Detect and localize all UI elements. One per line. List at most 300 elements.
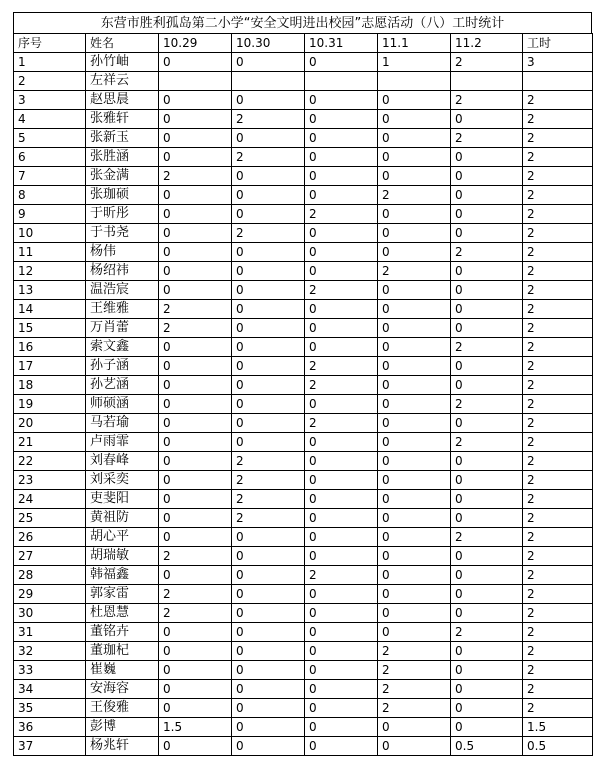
day-cell[interactable]: 0: [305, 129, 378, 148]
day-cell[interactable]: 0: [159, 205, 232, 224]
header-cell-date[interactable]: 10.30: [232, 34, 305, 53]
hours-cell[interactable]: 2: [523, 205, 593, 224]
day-cell[interactable]: 0: [378, 148, 451, 167]
day-cell[interactable]: 2: [232, 509, 305, 528]
day-cell[interactable]: 0: [305, 91, 378, 110]
day-cell[interactable]: 0: [159, 395, 232, 414]
name-cell[interactable]: 安海容: [86, 680, 159, 699]
day-cell[interactable]: 0: [305, 471, 378, 490]
day-cell[interactable]: 0: [305, 490, 378, 509]
day-cell[interactable]: 0: [305, 585, 378, 604]
day-cell[interactable]: 0: [305, 167, 378, 186]
hours-cell[interactable]: 2: [523, 300, 593, 319]
hours-cell[interactable]: [523, 72, 593, 91]
day-cell[interactable]: 0: [378, 243, 451, 262]
day-cell[interactable]: 2: [305, 205, 378, 224]
day-cell[interactable]: [378, 72, 451, 91]
hours-cell[interactable]: 2: [523, 319, 593, 338]
day-cell[interactable]: 2: [159, 300, 232, 319]
day-cell[interactable]: 0: [232, 623, 305, 642]
day-cell[interactable]: 0: [451, 300, 523, 319]
day-cell[interactable]: 0: [451, 718, 523, 737]
hours-cell[interactable]: 2: [523, 148, 593, 167]
day-cell[interactable]: 0: [451, 376, 523, 395]
hours-cell[interactable]: 2: [523, 623, 593, 642]
day-cell[interactable]: 0: [232, 642, 305, 661]
day-cell[interactable]: 0: [232, 737, 305, 756]
name-cell[interactable]: 吏斐阳: [86, 490, 159, 509]
day-cell[interactable]: 0: [378, 528, 451, 547]
index-cell[interactable]: 1: [14, 53, 86, 72]
index-cell[interactable]: 5: [14, 129, 86, 148]
day-cell[interactable]: 0: [232, 566, 305, 585]
name-cell[interactable]: 孙艺涵: [86, 376, 159, 395]
name-cell[interactable]: 杨绍祎: [86, 262, 159, 281]
day-cell[interactable]: 0: [305, 224, 378, 243]
name-cell[interactable]: 温浩宸: [86, 281, 159, 300]
day-cell[interactable]: 0: [378, 547, 451, 566]
day-cell[interactable]: 0: [451, 566, 523, 585]
day-cell[interactable]: 2: [378, 642, 451, 661]
index-cell[interactable]: 26: [14, 528, 86, 547]
name-cell[interactable]: 张金满: [86, 167, 159, 186]
header-cell-date[interactable]: 11.1: [378, 34, 451, 53]
day-cell[interactable]: 0: [451, 699, 523, 718]
day-cell[interactable]: 0: [232, 661, 305, 680]
day-cell[interactable]: 0: [232, 262, 305, 281]
hours-cell[interactable]: 2: [523, 433, 593, 452]
day-cell[interactable]: 0: [378, 433, 451, 452]
day-cell[interactable]: 0: [451, 471, 523, 490]
day-cell[interactable]: 0: [159, 148, 232, 167]
day-cell[interactable]: 0: [378, 91, 451, 110]
name-cell[interactable]: 郭家雷: [86, 585, 159, 604]
day-cell[interactable]: 0.5: [451, 737, 523, 756]
day-cell[interactable]: 0: [159, 243, 232, 262]
day-cell[interactable]: 0: [232, 547, 305, 566]
name-cell[interactable]: 杜恩慧: [86, 604, 159, 623]
day-cell[interactable]: 0: [305, 661, 378, 680]
index-cell[interactable]: 31: [14, 623, 86, 642]
index-cell[interactable]: 34: [14, 680, 86, 699]
index-cell[interactable]: 25: [14, 509, 86, 528]
header-cell-name[interactable]: 姓名: [86, 34, 159, 53]
name-cell[interactable]: 孙子涵: [86, 357, 159, 376]
hours-cell[interactable]: 2: [523, 528, 593, 547]
name-cell[interactable]: 张胜涵: [86, 148, 159, 167]
day-cell[interactable]: 0: [159, 509, 232, 528]
day-cell[interactable]: 0: [378, 338, 451, 357]
day-cell[interactable]: 0: [159, 623, 232, 642]
day-cell[interactable]: 0: [159, 110, 232, 129]
hours-cell[interactable]: 2: [523, 338, 593, 357]
day-cell[interactable]: 0: [451, 414, 523, 433]
index-cell[interactable]: 2: [14, 72, 86, 91]
day-cell[interactable]: [159, 72, 232, 91]
index-cell[interactable]: 11: [14, 243, 86, 262]
index-cell[interactable]: 8: [14, 186, 86, 205]
day-cell[interactable]: 2: [305, 414, 378, 433]
day-cell[interactable]: 2: [451, 53, 523, 72]
day-cell[interactable]: 0: [305, 509, 378, 528]
hours-cell[interactable]: 2: [523, 604, 593, 623]
day-cell[interactable]: 0: [232, 376, 305, 395]
day-cell[interactable]: 0: [232, 699, 305, 718]
day-cell[interactable]: 0: [378, 737, 451, 756]
index-cell[interactable]: 30: [14, 604, 86, 623]
index-cell[interactable]: 6: [14, 148, 86, 167]
name-cell[interactable]: 杨伟: [86, 243, 159, 262]
day-cell[interactable]: 0: [159, 129, 232, 148]
day-cell[interactable]: 0: [159, 91, 232, 110]
index-cell[interactable]: 20: [14, 414, 86, 433]
day-cell[interactable]: 0: [232, 281, 305, 300]
day-cell[interactable]: 0: [451, 281, 523, 300]
day-cell[interactable]: 2: [232, 490, 305, 509]
day-cell[interactable]: 0: [451, 547, 523, 566]
index-cell[interactable]: 17: [14, 357, 86, 376]
day-cell[interactable]: 0: [232, 718, 305, 737]
day-cell[interactable]: 0: [451, 642, 523, 661]
name-cell[interactable]: 王维雅: [86, 300, 159, 319]
hours-cell[interactable]: 2: [523, 585, 593, 604]
day-cell[interactable]: 2: [451, 129, 523, 148]
day-cell[interactable]: 0: [159, 699, 232, 718]
day-cell[interactable]: 0: [378, 490, 451, 509]
name-cell[interactable]: 黄祖防: [86, 509, 159, 528]
index-cell[interactable]: 21: [14, 433, 86, 452]
name-cell[interactable]: 万肖蕾: [86, 319, 159, 338]
day-cell[interactable]: 0: [232, 357, 305, 376]
hours-cell[interactable]: 2: [523, 490, 593, 509]
day-cell[interactable]: 0: [378, 452, 451, 471]
index-cell[interactable]: 4: [14, 110, 86, 129]
day-cell[interactable]: 0: [451, 452, 523, 471]
day-cell[interactable]: 0: [378, 205, 451, 224]
index-cell[interactable]: 37: [14, 737, 86, 756]
index-cell[interactable]: 16: [14, 338, 86, 357]
day-cell[interactable]: 0: [305, 604, 378, 623]
day-cell[interactable]: 0: [305, 300, 378, 319]
day-cell[interactable]: 0: [378, 319, 451, 338]
day-cell[interactable]: 0: [378, 376, 451, 395]
day-cell[interactable]: 0: [451, 509, 523, 528]
name-cell[interactable]: 董珈杞: [86, 642, 159, 661]
day-cell[interactable]: 0: [451, 490, 523, 509]
hours-cell[interactable]: 2: [523, 262, 593, 281]
day-cell[interactable]: 2: [451, 91, 523, 110]
hours-cell[interactable]: 0.5: [523, 737, 593, 756]
day-cell[interactable]: 0: [159, 414, 232, 433]
day-cell[interactable]: 0: [378, 718, 451, 737]
day-cell[interactable]: 0: [378, 224, 451, 243]
day-cell[interactable]: 0: [451, 262, 523, 281]
day-cell[interactable]: 0: [305, 547, 378, 566]
index-cell[interactable]: 35: [14, 699, 86, 718]
hours-cell[interactable]: 2: [523, 395, 593, 414]
day-cell[interactable]: 2: [305, 281, 378, 300]
day-cell[interactable]: 0: [451, 661, 523, 680]
index-cell[interactable]: 27: [14, 547, 86, 566]
day-cell[interactable]: 0: [159, 262, 232, 281]
day-cell[interactable]: 0: [378, 414, 451, 433]
day-cell[interactable]: 0: [305, 699, 378, 718]
day-cell[interactable]: 0: [305, 53, 378, 72]
hours-cell[interactable]: 2: [523, 471, 593, 490]
day-cell[interactable]: 0: [378, 509, 451, 528]
name-cell[interactable]: 张新玉: [86, 129, 159, 148]
hours-cell[interactable]: 2: [523, 699, 593, 718]
day-cell[interactable]: 0: [451, 357, 523, 376]
day-cell[interactable]: 0: [378, 300, 451, 319]
name-cell[interactable]: 张珈硕: [86, 186, 159, 205]
day-cell[interactable]: 2: [451, 395, 523, 414]
name-cell[interactable]: 董铭卉: [86, 623, 159, 642]
day-cell[interactable]: 2: [378, 186, 451, 205]
day-cell[interactable]: 0: [305, 623, 378, 642]
day-cell[interactable]: 0: [451, 585, 523, 604]
index-cell[interactable]: 14: [14, 300, 86, 319]
day-cell[interactable]: 2: [305, 566, 378, 585]
day-cell[interactable]: 2: [232, 471, 305, 490]
day-cell[interactable]: 0: [232, 300, 305, 319]
day-cell[interactable]: 0: [159, 528, 232, 547]
day-cell[interactable]: 0: [159, 661, 232, 680]
day-cell[interactable]: 0: [451, 167, 523, 186]
hours-cell[interactable]: 2: [523, 224, 593, 243]
day-cell[interactable]: [305, 72, 378, 91]
header-cell-date[interactable]: 10.31: [305, 34, 378, 53]
day-cell[interactable]: 0: [159, 680, 232, 699]
name-cell[interactable]: 卢雨霏: [86, 433, 159, 452]
day-cell[interactable]: 2: [451, 623, 523, 642]
day-cell[interactable]: 0: [159, 490, 232, 509]
day-cell[interactable]: 2: [232, 224, 305, 243]
day-cell[interactable]: 0: [378, 129, 451, 148]
day-cell[interactable]: 0: [378, 281, 451, 300]
hours-cell[interactable]: 2: [523, 509, 593, 528]
hours-cell[interactable]: 2: [523, 129, 593, 148]
hours-cell[interactable]: 2: [523, 547, 593, 566]
index-cell[interactable]: 13: [14, 281, 86, 300]
day-cell[interactable]: 0: [159, 186, 232, 205]
index-cell[interactable]: 9: [14, 205, 86, 224]
day-cell[interactable]: 2: [232, 452, 305, 471]
name-cell[interactable]: 于昕彤: [86, 205, 159, 224]
header-cell-hours[interactable]: 工时: [523, 34, 593, 53]
name-cell[interactable]: 孙竹岫: [86, 53, 159, 72]
index-cell[interactable]: 10: [14, 224, 86, 243]
day-cell[interactable]: 0: [378, 395, 451, 414]
day-cell[interactable]: 0: [232, 53, 305, 72]
day-cell[interactable]: 0: [305, 262, 378, 281]
day-cell[interactable]: 0: [305, 319, 378, 338]
day-cell[interactable]: 0: [159, 566, 232, 585]
header-cell-date[interactable]: 10.29: [159, 34, 232, 53]
day-cell[interactable]: 2: [232, 148, 305, 167]
day-cell[interactable]: 0: [159, 471, 232, 490]
day-cell[interactable]: 0: [232, 680, 305, 699]
day-cell[interactable]: 0: [159, 452, 232, 471]
day-cell[interactable]: 0: [232, 528, 305, 547]
name-cell[interactable]: 胡心平: [86, 528, 159, 547]
day-cell[interactable]: 2: [378, 262, 451, 281]
day-cell[interactable]: 0: [159, 376, 232, 395]
day-cell[interactable]: 0: [232, 395, 305, 414]
day-cell[interactable]: 0: [305, 110, 378, 129]
header-cell-date[interactable]: 11.2: [451, 34, 523, 53]
index-cell[interactable]: 33: [14, 661, 86, 680]
name-cell[interactable]: 韩福鑫: [86, 566, 159, 585]
index-cell[interactable]: 12: [14, 262, 86, 281]
header-cell-index[interactable]: 序号: [14, 34, 86, 53]
hours-cell[interactable]: 2: [523, 186, 593, 205]
day-cell[interactable]: 2: [159, 585, 232, 604]
index-cell[interactable]: 18: [14, 376, 86, 395]
day-cell[interactable]: 2: [232, 110, 305, 129]
day-cell[interactable]: 0: [451, 110, 523, 129]
day-cell[interactable]: 2: [378, 699, 451, 718]
name-cell[interactable]: 彭博: [86, 718, 159, 737]
hours-cell[interactable]: 2: [523, 110, 593, 129]
index-cell[interactable]: 3: [14, 91, 86, 110]
day-cell[interactable]: 0: [305, 186, 378, 205]
day-cell[interactable]: 0: [305, 737, 378, 756]
day-cell[interactable]: 0: [232, 604, 305, 623]
day-cell[interactable]: 0: [159, 737, 232, 756]
hours-cell[interactable]: 3: [523, 53, 593, 72]
day-cell[interactable]: 0: [159, 357, 232, 376]
hours-cell[interactable]: 2: [523, 661, 593, 680]
index-cell[interactable]: 36: [14, 718, 86, 737]
hours-cell[interactable]: 2: [523, 680, 593, 699]
day-cell[interactable]: 2: [451, 528, 523, 547]
day-cell[interactable]: 0: [451, 205, 523, 224]
day-cell[interactable]: 0: [451, 148, 523, 167]
day-cell[interactable]: 0: [305, 243, 378, 262]
day-cell[interactable]: 0: [232, 243, 305, 262]
day-cell[interactable]: 2: [451, 243, 523, 262]
day-cell[interactable]: 0: [378, 623, 451, 642]
hours-cell[interactable]: 2: [523, 414, 593, 433]
name-cell[interactable]: 胡瑞敏: [86, 547, 159, 566]
day-cell[interactable]: 0: [232, 167, 305, 186]
hours-cell[interactable]: 2: [523, 357, 593, 376]
day-cell[interactable]: 0: [232, 414, 305, 433]
day-cell[interactable]: 0: [159, 281, 232, 300]
day-cell[interactable]: 2: [159, 547, 232, 566]
day-cell[interactable]: 1.5: [159, 718, 232, 737]
day-cell[interactable]: 0: [232, 319, 305, 338]
day-cell[interactable]: 0: [305, 433, 378, 452]
index-cell[interactable]: 15: [14, 319, 86, 338]
day-cell[interactable]: 0: [305, 680, 378, 699]
day-cell[interactable]: 0: [378, 167, 451, 186]
day-cell[interactable]: 0: [159, 224, 232, 243]
hours-cell[interactable]: 1.5: [523, 718, 593, 737]
day-cell[interactable]: 2: [159, 319, 232, 338]
hours-cell[interactable]: 2: [523, 566, 593, 585]
day-cell[interactable]: 0: [378, 604, 451, 623]
day-cell[interactable]: 0: [305, 338, 378, 357]
day-cell[interactable]: 0: [378, 471, 451, 490]
name-cell[interactable]: 刘采奕: [86, 471, 159, 490]
index-cell[interactable]: 29: [14, 585, 86, 604]
day-cell[interactable]: 2: [305, 357, 378, 376]
name-cell[interactable]: 师硕涵: [86, 395, 159, 414]
day-cell[interactable]: 2: [378, 680, 451, 699]
day-cell[interactable]: 2: [378, 661, 451, 680]
hours-cell[interactable]: 2: [523, 281, 593, 300]
index-cell[interactable]: 19: [14, 395, 86, 414]
day-cell[interactable]: 0: [378, 357, 451, 376]
day-cell[interactable]: [451, 72, 523, 91]
index-cell[interactable]: 22: [14, 452, 86, 471]
day-cell[interactable]: 2: [159, 167, 232, 186]
day-cell[interactable]: 0: [451, 224, 523, 243]
day-cell[interactable]: 0: [305, 148, 378, 167]
day-cell[interactable]: 0: [451, 604, 523, 623]
day-cell[interactable]: 2: [451, 433, 523, 452]
day-cell[interactable]: [232, 72, 305, 91]
day-cell[interactable]: 1: [378, 53, 451, 72]
name-cell[interactable]: 刘春峰: [86, 452, 159, 471]
day-cell[interactable]: 0: [159, 433, 232, 452]
index-cell[interactable]: 32: [14, 642, 86, 661]
name-cell[interactable]: 杨兆轩: [86, 737, 159, 756]
day-cell[interactable]: 0: [378, 566, 451, 585]
name-cell[interactable]: 索文鑫: [86, 338, 159, 357]
index-cell[interactable]: 28: [14, 566, 86, 585]
name-cell[interactable]: 于书尧: [86, 224, 159, 243]
hours-cell[interactable]: 2: [523, 452, 593, 471]
day-cell[interactable]: 2: [305, 376, 378, 395]
day-cell[interactable]: 0: [451, 186, 523, 205]
hours-cell[interactable]: 2: [523, 243, 593, 262]
hours-cell[interactable]: 2: [523, 167, 593, 186]
day-cell[interactable]: 0: [305, 718, 378, 737]
index-cell[interactable]: 24: [14, 490, 86, 509]
name-cell[interactable]: 赵思晨: [86, 91, 159, 110]
day-cell[interactable]: 0: [305, 642, 378, 661]
day-cell[interactable]: 0: [378, 585, 451, 604]
name-cell[interactable]: 王俊雅: [86, 699, 159, 718]
day-cell[interactable]: 0: [232, 338, 305, 357]
day-cell[interactable]: 0: [159, 338, 232, 357]
day-cell[interactable]: 0: [232, 205, 305, 224]
day-cell[interactable]: 0: [378, 110, 451, 129]
day-cell[interactable]: 0: [305, 395, 378, 414]
day-cell[interactable]: 0: [451, 680, 523, 699]
hours-cell[interactable]: 2: [523, 376, 593, 395]
day-cell[interactable]: 2: [451, 338, 523, 357]
name-cell[interactable]: 崔巍: [86, 661, 159, 680]
index-cell[interactable]: 23: [14, 471, 86, 490]
day-cell[interactable]: 0: [305, 528, 378, 547]
day-cell[interactable]: 2: [159, 604, 232, 623]
hours-cell[interactable]: 2: [523, 642, 593, 661]
day-cell[interactable]: 0: [305, 452, 378, 471]
day-cell[interactable]: 0: [159, 53, 232, 72]
day-cell[interactable]: 0: [159, 642, 232, 661]
day-cell[interactable]: 0: [232, 129, 305, 148]
day-cell[interactable]: 0: [232, 585, 305, 604]
name-cell[interactable]: 张雅轩: [86, 110, 159, 129]
hours-cell[interactable]: 2: [523, 91, 593, 110]
day-cell[interactable]: 0: [232, 91, 305, 110]
name-cell[interactable]: 左祥云: [86, 72, 159, 91]
name-cell[interactable]: 马若瑜: [86, 414, 159, 433]
